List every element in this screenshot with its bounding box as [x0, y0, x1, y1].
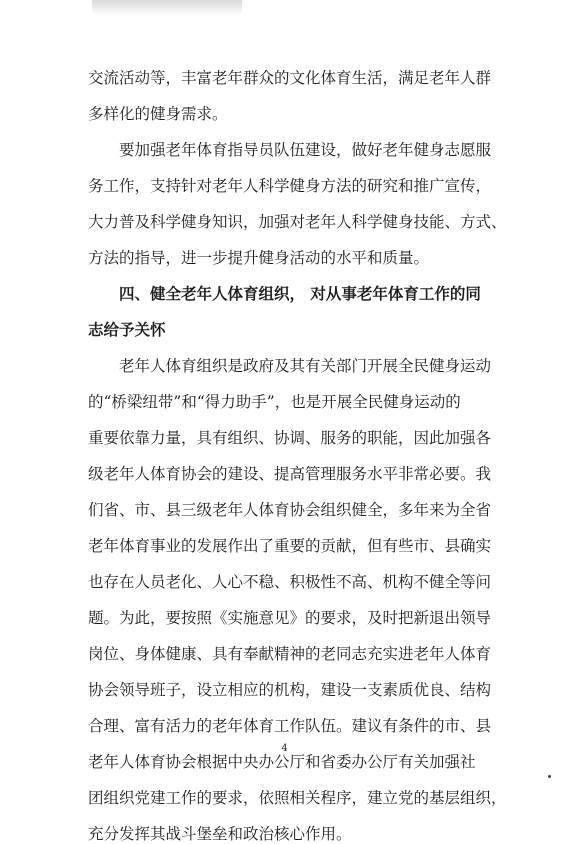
scan-smudge: [92, 0, 242, 16]
text-line: 多样化的健身需求。: [88, 105, 228, 123]
document-page: [88, 68, 518, 844]
text-line: 老年体育事业的发展作出了重要的贡献，但有些市、县确实: [88, 537, 492, 555]
text-line: 合理、富有活力的老年体育工作队伍。建议有条件的市、县: [88, 717, 492, 735]
text-line: 协会领导班子，设立相应的机构，建设一支素质优良、结构: [88, 681, 492, 699]
text-line: 重要依靠力量，具有组织、协调、服务的职能，因此加强各: [88, 429, 492, 447]
text-line: 方法的指导，进一步提升健身活动的水平和质量。: [88, 249, 430, 267]
paragraph-continuation: [88, 68, 518, 124]
text-line: 交流活动等，丰富老年群众的文化体育生活，满足老年人群: [88, 69, 492, 87]
text-line: 要加强老年体育指导员队伍建设，做好老年健身志愿服: [119, 141, 492, 159]
text-line: 充分发挥其战斗堡垒和政治核心作用。: [88, 825, 352, 843]
heading-line: 四、健全老年人体育组织， 对从事老年体育工作的同: [119, 284, 481, 303]
paragraph-instructors: [88, 140, 518, 268]
text-line: 级老年人体育协会的建设、提高管理服务水平非常必要。我: [88, 465, 492, 483]
text-line: 老年人体育组织是政府及其有关部门开展全民健身运动: [119, 357, 492, 375]
heading-line: 志给予关怀: [88, 320, 166, 339]
text-line: 也存在人员老化、人心不稳、积极性不高、机构不健全等问: [88, 573, 492, 591]
scan-dot: [548, 775, 551, 778]
text-line: 题。为此，要按照《实施意见》的要求，及时把新退出领导: [88, 609, 492, 627]
text-line: 岗位、身体健康、具有奉献精神的老同志充实进老年人体育: [88, 645, 492, 663]
page-number: 4: [281, 743, 288, 754]
text-line: 团组织党建工作的要求，依照相关程序，建立党的基层组织，: [88, 789, 507, 807]
text-line: 大力普及科学健身知识，加强对老年人科学健身技能、方式、: [88, 213, 507, 231]
text-line: 老年人体育协会根据中央办公厅和省委办公厅有关加强社: [88, 753, 476, 771]
text-line: 的“桥梁纽带”和“得力助手”，也是开展全民健身运动的: [88, 393, 461, 411]
section-heading: [88, 284, 518, 340]
text-line: 务工作，支持针对老年人科学健身方法的研究和推广宣传，: [88, 177, 492, 195]
text-line: 们省、市、县三级老年人体育协会组织健全，多年来为全省: [88, 501, 492, 519]
paragraph-organizations: [88, 356, 518, 844]
